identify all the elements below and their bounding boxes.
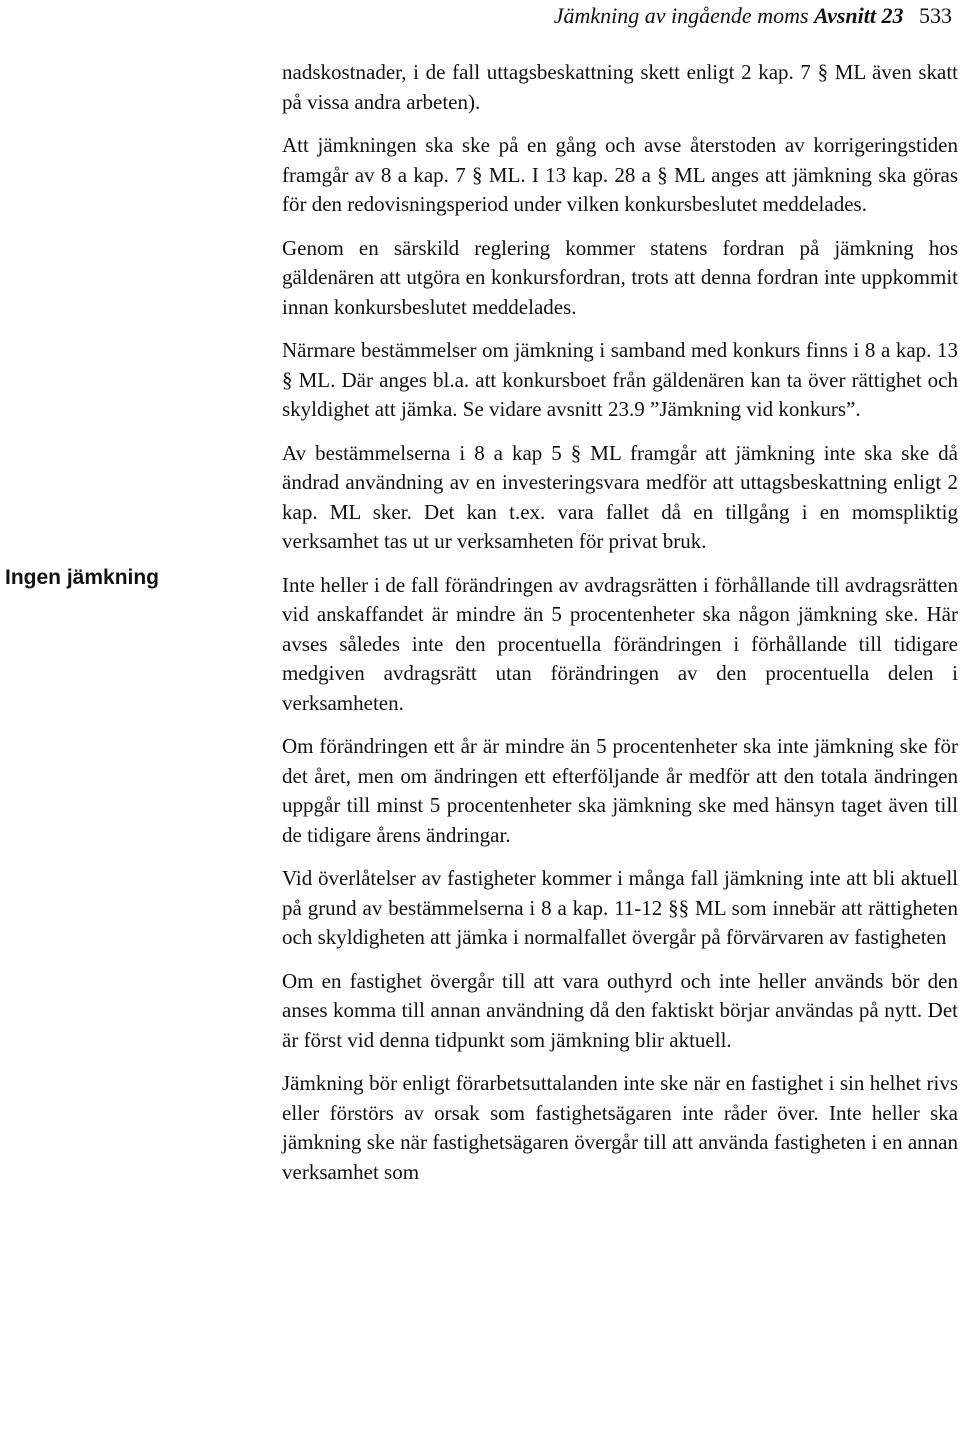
paragraph: Genom en särskild reglering kommer statens fordran på jämkning hos gäldenären att utgöra en konkursfordran, trots att denna fordran inte uppkommit innan konkursbeslutet meddelades. — [282, 235, 958, 319]
margin-heading: Ingen jämkning — [5, 566, 160, 589]
body-text — [282, 58, 958, 1201]
paragraph: Att jämkningen ska ske på en gång och avse återstoden av korrigeringstiden framgår av 8 a kap. 7 § ML. I 13 kap. 28 a § ML anges att jämkning ska göras för den redovisningsperiod under vilken konkursbeslutet meddelades. — [282, 133, 958, 216]
paragraph: nadskostnader, i de fall uttagsbeskattning skett enligt 2 kap. 7 § ML även skatt på vissa andra arbeten). — [282, 60, 958, 114]
paragraph: Jämkning bör enligt förarbetsuttalanden inte ske när en fastighet i sin helhet rivs eller förstörs av orsak som fastighetsägaren inte råder över. Inte heller ska jämkning ske när fastighetsägaren övergår till att använda fastigheten i en annan verksamhet som — [282, 1071, 958, 1184]
paragraph: Av bestämmelserna i 8 a kap 5 § ML framgår att jämkning inte ska ske då ändrad användning av en investeringsvara medför att uttagsbeskattning enligt 2 kap. ML sker. Det kan t.ex. vara fallet då en tillgång i en momspliktig verksamhet tas ut ur verksamheten för privat bruk. — [282, 440, 958, 553]
paragraph: Inte heller i de fall förändringen av avdragsrätten i förhållande till avdragsrätten vid anskaffandet är mindre än 5 procentenheter ska någon jämkning ske. Här avses således inte den procentuella förändringen i förhållande till tidigare medgiven avdragsrätt utan förändringen av den procentuella delen i verksamheten. — [282, 572, 958, 715]
running-header — [554, 3, 952, 29]
page-number: 533 — [919, 3, 952, 28]
running-header-section: Avsnitt 23 — [814, 3, 904, 28]
running-header-title: Jämkning av ingående moms — [553, 3, 809, 28]
paragraph: Närmare bestämmelser om jämkning i samband med konkurs finns i 8 a kap. 13 § ML. Där anges bl.a. att konkursboet från gäldenären kan ta över rättighet och skyldighet att jämka. Se vidare avsnitt 23.9 ”Jämkning vid konkurs”. — [282, 338, 958, 421]
paragraph: Vid överlåtelser av fastigheter kommer i många fall jämkning inte att bli aktuell på grund av bestämmelserna i 8 a kap. 11-12 §§ ML som innebär att rättigheten och skyldigheten att jämka i normalfallet övergår på förvärvaren av fastigheten — [282, 866, 958, 949]
paragraph: Om förändringen ett år är mindre än 5 procentenheter ska inte jämkning ske för det året, men om ändringen ett efterföljande år medför att den totala ändringen uppgår till minst 5 procentenheter ska jämkning ske med hänsyn taget även till de tidigare årens ändringar. — [282, 734, 958, 847]
paragraph: Om en fastighet övergår till att vara outhyrd och inte heller används bör den anses komma till annan användning då den faktiskt börjar användas på nytt. Det är först vid denna tidpunkt som jämkning blir aktuell. — [282, 968, 958, 1052]
